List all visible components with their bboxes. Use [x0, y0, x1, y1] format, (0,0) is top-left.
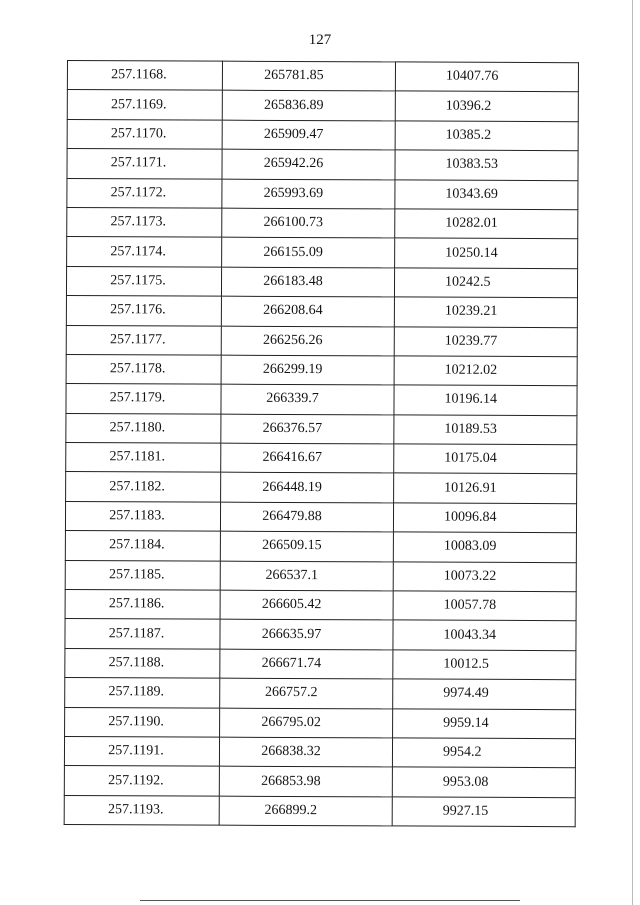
y-coordinate-cell: 10385.2 — [395, 121, 578, 151]
x-coordinate-cell: 266853.98 — [219, 767, 392, 797]
point-id-cell: 257.1169. — [67, 90, 222, 120]
x-coordinate-cell: 265909.47 — [222, 120, 395, 150]
right-edge-rule — [632, 0, 633, 905]
table-row — [64, 766, 575, 798]
point-id-cell: 257.1191. — [64, 736, 219, 766]
y-coordinate-cell: 9953.08 — [392, 767, 575, 797]
table-row — [65, 707, 576, 739]
table-row — [65, 531, 576, 563]
point-id-cell: 257.1175. — [66, 266, 221, 296]
table-row — [67, 178, 578, 210]
table-row — [65, 501, 576, 533]
table-row — [66, 325, 577, 357]
point-id-cell: 257.1188. — [65, 648, 220, 678]
table-row — [65, 560, 576, 592]
x-coordinate-cell: 266448.19 — [221, 473, 394, 503]
x-coordinate-cell: 265942.26 — [222, 149, 395, 179]
x-coordinate-cell: 266299.19 — [221, 355, 394, 385]
table-row — [67, 90, 578, 122]
point-id-cell: 257.1192. — [64, 766, 219, 796]
y-coordinate-cell: 10073.22 — [393, 562, 576, 592]
x-coordinate-cell: 265993.69 — [222, 179, 395, 209]
table-row — [67, 207, 578, 239]
x-coordinate-cell: 266155.09 — [222, 238, 395, 268]
point-id-cell: 257.1187. — [65, 619, 220, 649]
y-coordinate-cell: 10126.91 — [394, 473, 577, 503]
point-id-cell: 257.1178. — [66, 354, 221, 384]
y-coordinate-cell: 10212.02 — [394, 356, 577, 386]
point-id-cell: 257.1173. — [67, 207, 222, 237]
y-coordinate-cell: 9959.14 — [393, 709, 576, 739]
table-row — [66, 266, 577, 298]
y-coordinate-cell: 10396.2 — [395, 91, 578, 121]
x-coordinate-cell: 266605.42 — [220, 590, 393, 620]
x-coordinate-cell: 266537.1 — [220, 561, 393, 591]
point-id-cell: 257.1185. — [65, 560, 220, 590]
y-coordinate-cell: 9927.15 — [392, 797, 575, 827]
point-id-cell: 257.1172. — [67, 178, 222, 208]
point-id-cell: 257.1179. — [66, 384, 221, 414]
y-coordinate-cell: 10057.78 — [393, 591, 576, 621]
y-coordinate-cell: 10383.53 — [395, 150, 578, 180]
x-coordinate-cell: 266509.15 — [220, 531, 393, 561]
point-id-cell: 257.1171. — [67, 149, 222, 179]
y-coordinate-cell: 10012.5 — [393, 650, 576, 680]
table-row — [67, 237, 578, 269]
x-coordinate-cell: 266838.32 — [219, 737, 392, 767]
y-coordinate-cell: 10189.53 — [394, 415, 577, 445]
point-id-cell: 257.1177. — [66, 325, 221, 355]
x-coordinate-cell: 266416.67 — [221, 443, 394, 473]
y-coordinate-cell: 9974.49 — [393, 679, 576, 709]
y-coordinate-cell: 10239.21 — [394, 297, 577, 327]
table-row — [64, 736, 575, 768]
table-body — [64, 61, 578, 827]
x-coordinate-cell: 265781.85 — [222, 61, 395, 91]
point-id-cell: 257.1170. — [67, 119, 222, 149]
table-row — [65, 678, 576, 710]
y-coordinate-cell: 10196.14 — [394, 385, 577, 415]
x-coordinate-cell: 266208.64 — [221, 296, 394, 326]
point-id-cell: 257.1189. — [65, 678, 220, 708]
y-coordinate-cell: 10083.09 — [393, 532, 576, 562]
x-coordinate-cell: 265836.89 — [222, 91, 395, 121]
table-row — [66, 296, 577, 328]
table-row — [64, 795, 575, 827]
page-number: 127 — [308, 32, 332, 48]
table-row — [66, 472, 577, 504]
y-coordinate-cell: 10175.04 — [394, 444, 577, 474]
point-id-cell: 257.1174. — [67, 237, 222, 267]
point-id-cell: 257.1193. — [64, 795, 219, 825]
table-row — [66, 413, 577, 445]
x-coordinate-cell: 266757.2 — [220, 678, 393, 708]
y-coordinate-cell: 10407.76 — [395, 62, 578, 92]
x-coordinate-cell: 266100.73 — [222, 208, 395, 238]
y-coordinate-cell: 10250.14 — [395, 238, 578, 268]
point-id-cell: 257.1168. — [67, 61, 222, 91]
table-row — [66, 384, 577, 416]
x-coordinate-cell: 266183.48 — [221, 267, 394, 297]
y-coordinate-cell: 10043.34 — [393, 620, 576, 650]
point-id-cell: 257.1184. — [65, 531, 220, 561]
table-row — [65, 619, 576, 651]
x-coordinate-cell: 266899.2 — [219, 796, 392, 826]
y-coordinate-cell: 9954.2 — [392, 738, 575, 768]
bottom-rule — [140, 900, 520, 901]
point-id-cell: 257.1180. — [66, 413, 221, 443]
x-coordinate-cell: 266795.02 — [220, 708, 393, 738]
table-row — [65, 648, 576, 680]
y-coordinate-cell: 10343.69 — [395, 179, 578, 209]
point-id-cell: 257.1182. — [66, 472, 221, 502]
y-coordinate-cell: 10239.77 — [394, 326, 577, 356]
y-coordinate-cell: 10282.01 — [395, 209, 578, 239]
table-row — [66, 354, 577, 386]
point-id-cell: 257.1176. — [66, 296, 221, 326]
x-coordinate-cell: 266635.97 — [220, 620, 393, 650]
table-row — [66, 443, 577, 475]
table-row — [67, 119, 578, 151]
x-coordinate-cell: 266376.57 — [221, 414, 394, 444]
point-id-cell: 257.1181. — [66, 443, 221, 473]
x-coordinate-cell: 266671.74 — [220, 649, 393, 679]
x-coordinate-cell: 266479.88 — [220, 502, 393, 532]
x-coordinate-cell: 266256.26 — [221, 326, 394, 356]
table-row — [67, 61, 578, 93]
point-id-cell: 257.1190. — [65, 707, 220, 737]
coordinates-table — [64, 60, 579, 827]
point-id-cell: 257.1186. — [65, 590, 220, 620]
table-row — [67, 149, 578, 181]
y-coordinate-cell: 10096.84 — [393, 503, 576, 533]
table-row — [65, 590, 576, 622]
x-coordinate-cell: 266339.7 — [221, 384, 394, 414]
point-id-cell: 257.1183. — [65, 501, 220, 531]
y-coordinate-cell: 10242.5 — [394, 268, 577, 298]
